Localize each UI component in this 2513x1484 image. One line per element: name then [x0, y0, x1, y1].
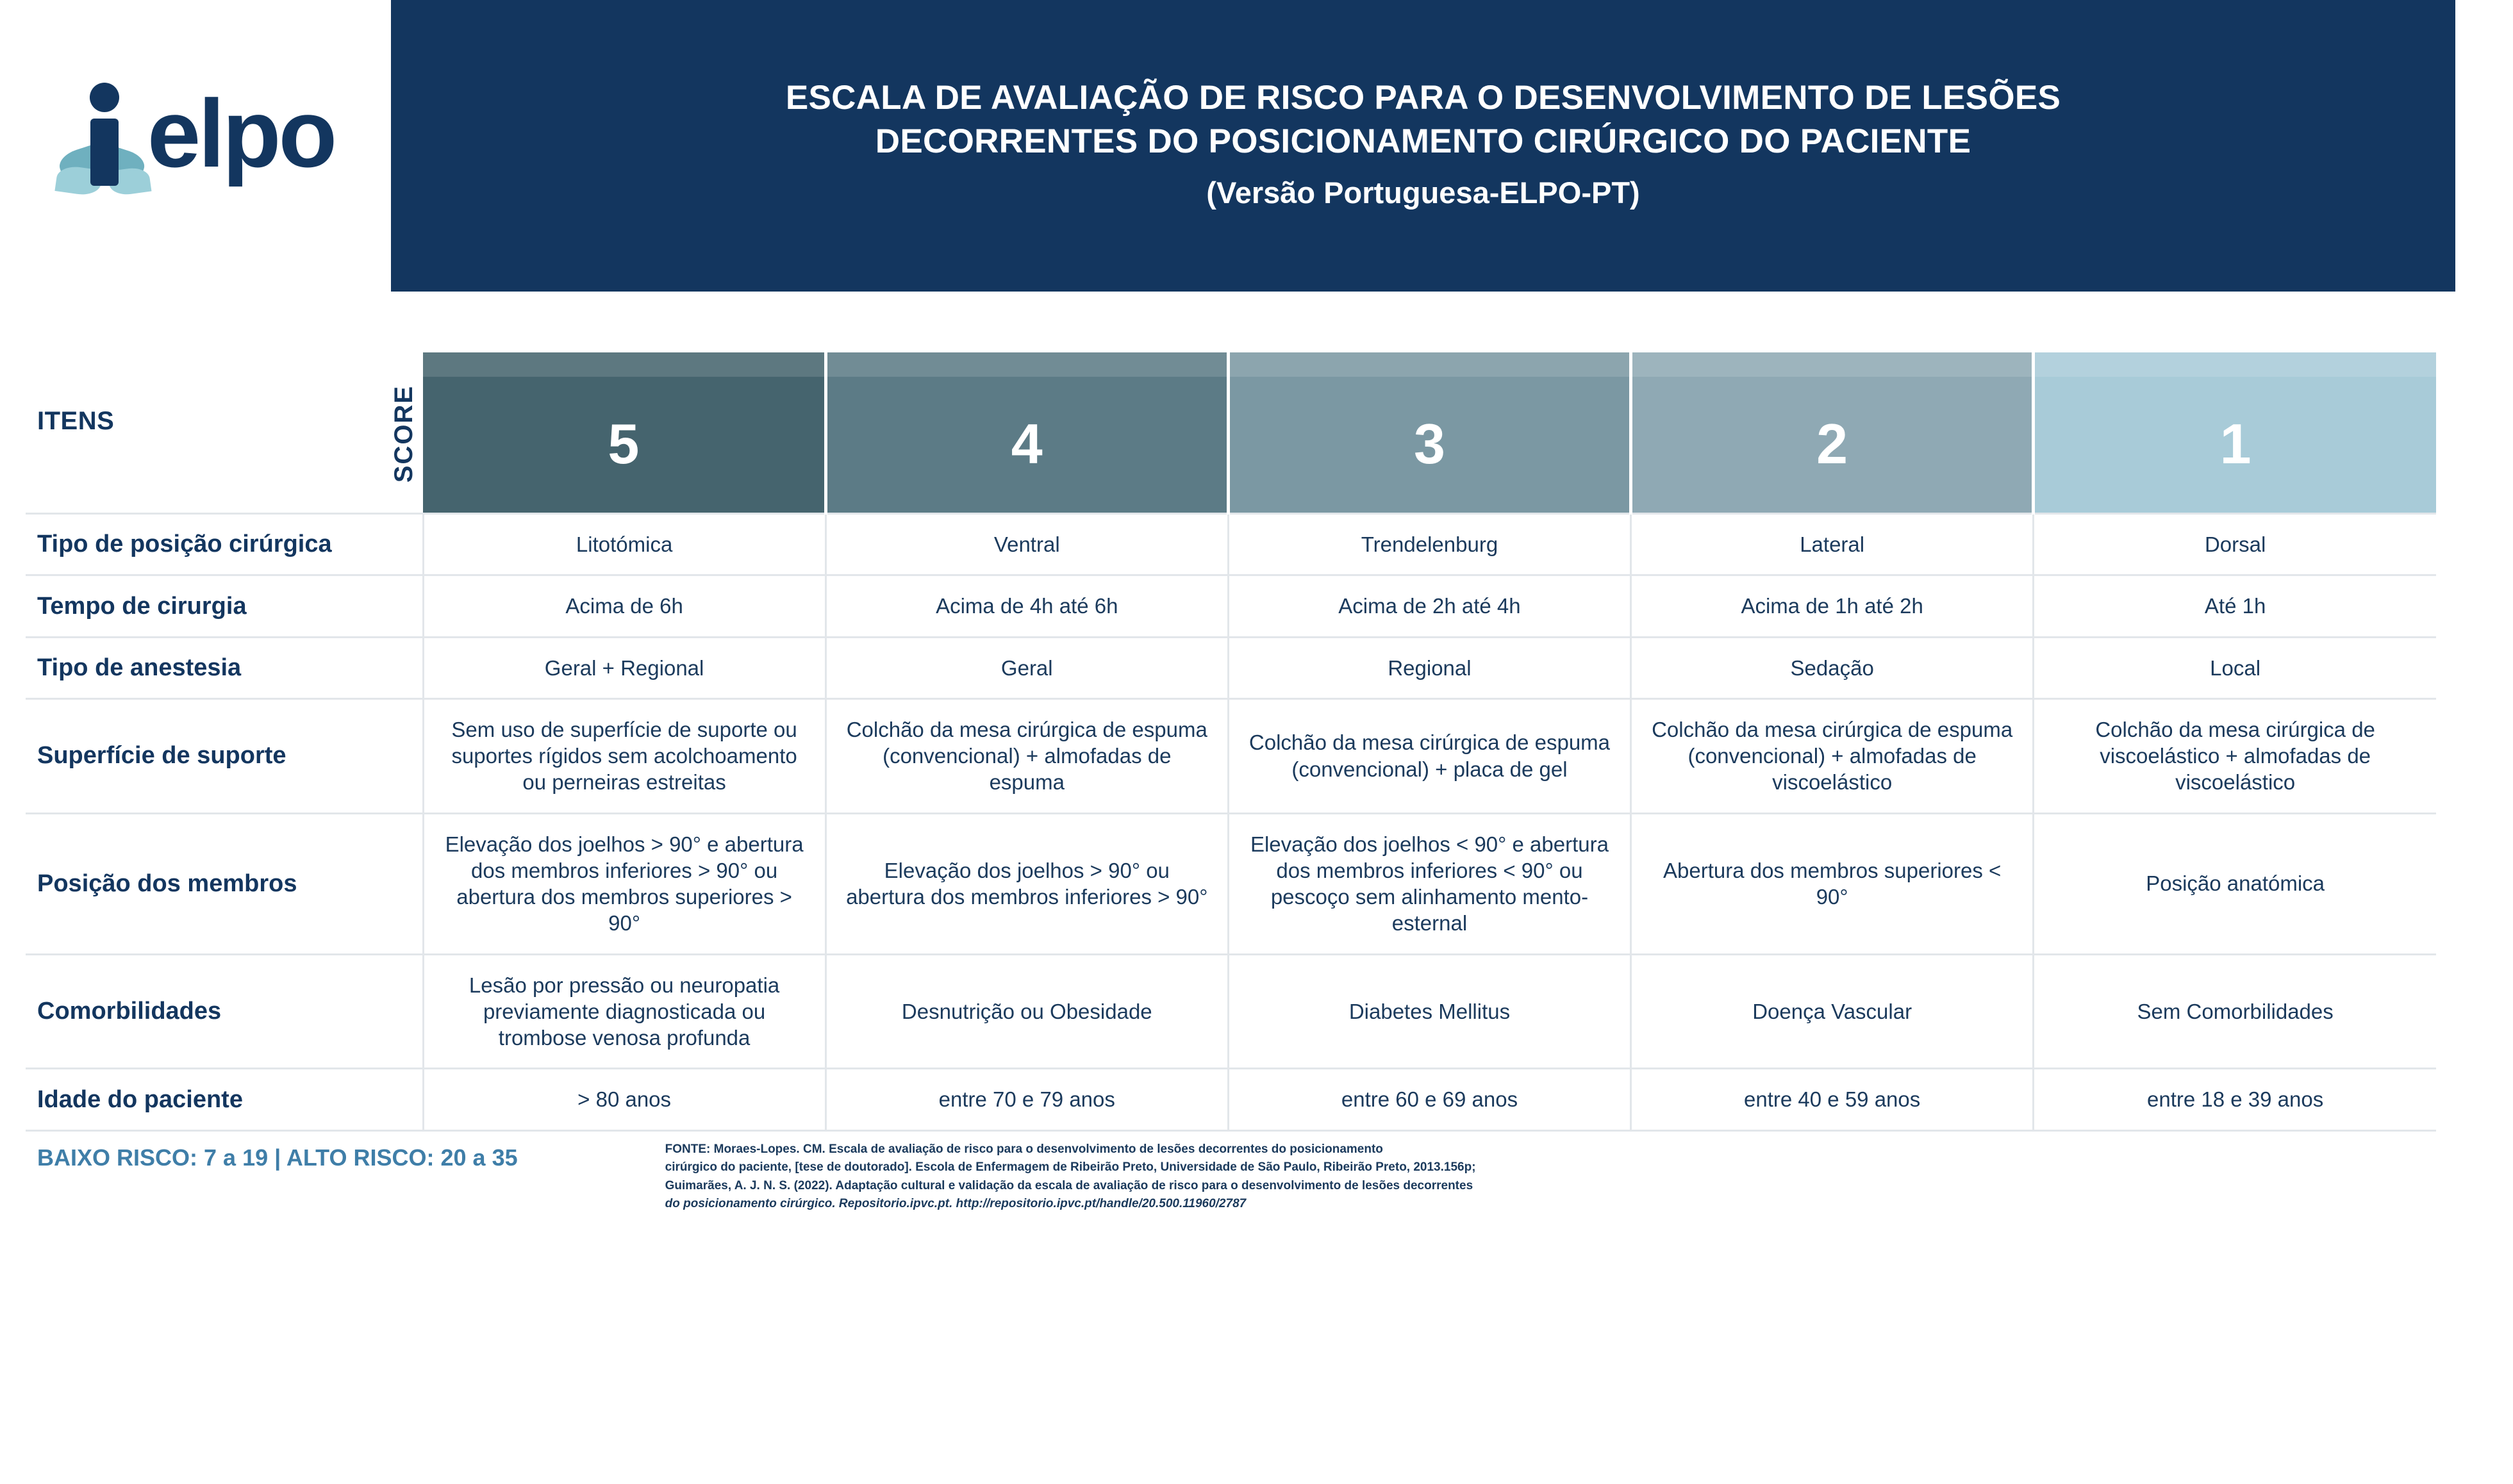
- cell-score-3: entre 60 e 69 anos: [1228, 1069, 1630, 1130]
- table-body: [26, 514, 2436, 1131]
- cell-score-2: Lateral: [1631, 514, 2034, 575]
- cell-score-4: Colchão da mesa cirúrgica de espuma (convencional) + almofadas de espuma: [825, 698, 1228, 813]
- score-column-5: [423, 352, 825, 514]
- source-line-1: FONTE: Moraes-Lopes. CM. Escala de avaliação de risco para o desenvolvimento de lesões decorrentes do posicionamento: [665, 1142, 1383, 1156]
- row-spacer: [385, 575, 423, 637]
- cell-score-4: Geral: [825, 637, 1228, 698]
- table-row: [26, 954, 2436, 1069]
- source-line-3: Guimarães, A. J. N. S. (2022). Adaptação cultural e validação da escala de avaliação de risco para o desenvolvimento de lesões decorrentes: [665, 1178, 1473, 1192]
- cell-score-4: Elevação dos joelhos > 90° ou abertura dos membros inferiores > 90°: [825, 813, 1228, 954]
- cell-score-3: Colchão da mesa cirúrgica de espuma (convencional) + placa de gel: [1228, 698, 1630, 813]
- elpo-scale-table: [26, 352, 2436, 1132]
- row-spacer: [385, 637, 423, 698]
- cell-score-1: Local: [2034, 637, 2436, 698]
- cell-score-5: Elevação dos joelhos > 90° e abertura dos membros inferiores > 90° ou abertura dos membros superiores > 90°: [423, 813, 825, 954]
- row-spacer: [385, 1069, 423, 1130]
- cell-score-5: Lesão por pressão ou neuropatia previamente diagnosticada ou trombose venosa profunda: [423, 954, 825, 1069]
- title-banner: [391, 0, 2455, 292]
- row-label: Comorbilidades: [26, 954, 385, 1069]
- page-header: [0, 0, 2513, 292]
- cell-score-4: Desnutrição ou Obesidade: [825, 954, 1228, 1069]
- cell-score-5: Litotómica: [423, 514, 825, 575]
- lotus-icon: [56, 72, 153, 194]
- row-spacer: [385, 698, 423, 813]
- table-header: [26, 352, 2436, 514]
- score-column-3: [1228, 352, 1630, 514]
- source-line-2: cirúrgico do paciente, [tese de doutorado]. Escola de Enfermagem de Ribeirão Preto, Universidade de São Paulo, Ribeirão Preto, 2013.156p;: [665, 1160, 1476, 1174]
- cell-score-4: Acima de 4h até 6h: [825, 575, 1228, 637]
- cell-score-3: Regional: [1228, 637, 1630, 698]
- row-label: Posição dos membros: [26, 813, 385, 954]
- table-row: [26, 813, 2436, 954]
- brand-logo: [0, 0, 391, 292]
- row-spacer: [385, 514, 423, 575]
- table-row: [26, 637, 2436, 698]
- brand-name: elpo: [147, 79, 335, 187]
- page-title-line-1: ESCALA DE AVALIAÇÃO DE RISCO PARA O DESENVOLVIMENTO DE LESÕES: [785, 79, 2061, 117]
- table-row: [26, 1069, 2436, 1130]
- table-row: [26, 698, 2436, 813]
- score-value-2: 2: [1816, 412, 1848, 475]
- cell-score-2: entre 40 e 59 anos: [1631, 1069, 2034, 1130]
- cell-score-1: Dorsal: [2034, 514, 2436, 575]
- page-title-line-2: DECORRENTES DO POSICIONAMENTO CIRÚRGICO DO PACIENTE: [875, 122, 1971, 160]
- cell-score-3: Diabetes Mellitus: [1228, 954, 1630, 1069]
- cell-score-3: Acima de 2h até 4h: [1228, 575, 1630, 637]
- cell-score-3: Elevação dos joelhos < 90° e abertura dos membros inferiores < 90° ou pescoço sem alinhamento mento-esternal: [1228, 813, 1630, 954]
- cell-score-5: > 80 anos: [423, 1069, 825, 1130]
- cell-score-3: Trendelenburg: [1228, 514, 1630, 575]
- cell-score-5: Acima de 6h: [423, 575, 825, 637]
- cell-score-2: Sedação: [1631, 637, 2034, 698]
- score-value-1: 1: [2219, 412, 2252, 475]
- cell-score-2: Acima de 1h até 2h: [1631, 575, 2034, 637]
- cell-score-4: entre 70 e 79 anos: [825, 1069, 1228, 1130]
- table-row: [26, 514, 2436, 575]
- score-value-3: 3: [1413, 412, 1445, 475]
- row-label: Idade do paciente: [26, 1069, 385, 1130]
- row-label: Tipo de posição cirúrgica: [26, 514, 385, 575]
- cell-score-1: Até 1h: [2034, 575, 2436, 637]
- cell-score-2: Colchão da mesa cirúrgica de espuma (convencional) + almofadas de viscoelástico: [1631, 698, 2034, 813]
- source-line-4: do posicionamento cirúrgico. Repositorio.ipvc.pt. http://repositorio.ipvc.pt/handle/20.500.11960/2787: [665, 1197, 1247, 1210]
- row-spacer: [385, 954, 423, 1069]
- score-value-5: 5: [608, 412, 640, 475]
- row-spacer: [385, 813, 423, 954]
- source-citation: [518, 1141, 2436, 1214]
- page-subtitle: (Versão Portuguesa-ELPO-PT): [1206, 175, 1640, 210]
- cell-score-4: Ventral: [825, 514, 1228, 575]
- cell-score-1: Posição anatómica: [2034, 813, 2436, 954]
- score-header-label: SCORE: [389, 384, 418, 483]
- cell-score-1: Colchão da mesa cirúrgica de viscoelástico + almofadas de viscoelástico: [2034, 698, 2436, 813]
- cell-score-5: Geral + Regional: [423, 637, 825, 698]
- cell-score-2: Doença Vascular: [1631, 954, 2034, 1069]
- score-value-4: 4: [1011, 412, 1043, 475]
- score-column-1: [2034, 352, 2436, 514]
- cell-score-1: entre 18 e 39 anos: [2034, 1069, 2436, 1130]
- scale-table-container: [0, 292, 2513, 1132]
- page-footer: [0, 1132, 2513, 1214]
- cell-score-2: Abertura dos membros superiores < 90°: [1631, 813, 2034, 954]
- items-header: ITENS: [37, 406, 115, 435]
- table-header-row: [26, 352, 2436, 514]
- risk-legend: BAIXO RISCO: 7 a 19 | ALTO RISCO: 20 a 35: [37, 1144, 518, 1171]
- row-label: Superfície de suporte: [26, 698, 385, 813]
- cell-score-5: Sem uso de superfície de suporte ou suportes rígidos sem acolchoamento ou perneiras estreitas: [423, 698, 825, 813]
- row-label: Tempo de cirurgia: [26, 575, 385, 637]
- cell-score-1: Sem Comorbilidades: [2034, 954, 2436, 1069]
- row-label: Tipo de anestesia: [26, 637, 385, 698]
- score-header: [385, 352, 423, 514]
- table-row: [26, 575, 2436, 637]
- score-column-2: [1631, 352, 2034, 514]
- score-column-4: [825, 352, 1228, 514]
